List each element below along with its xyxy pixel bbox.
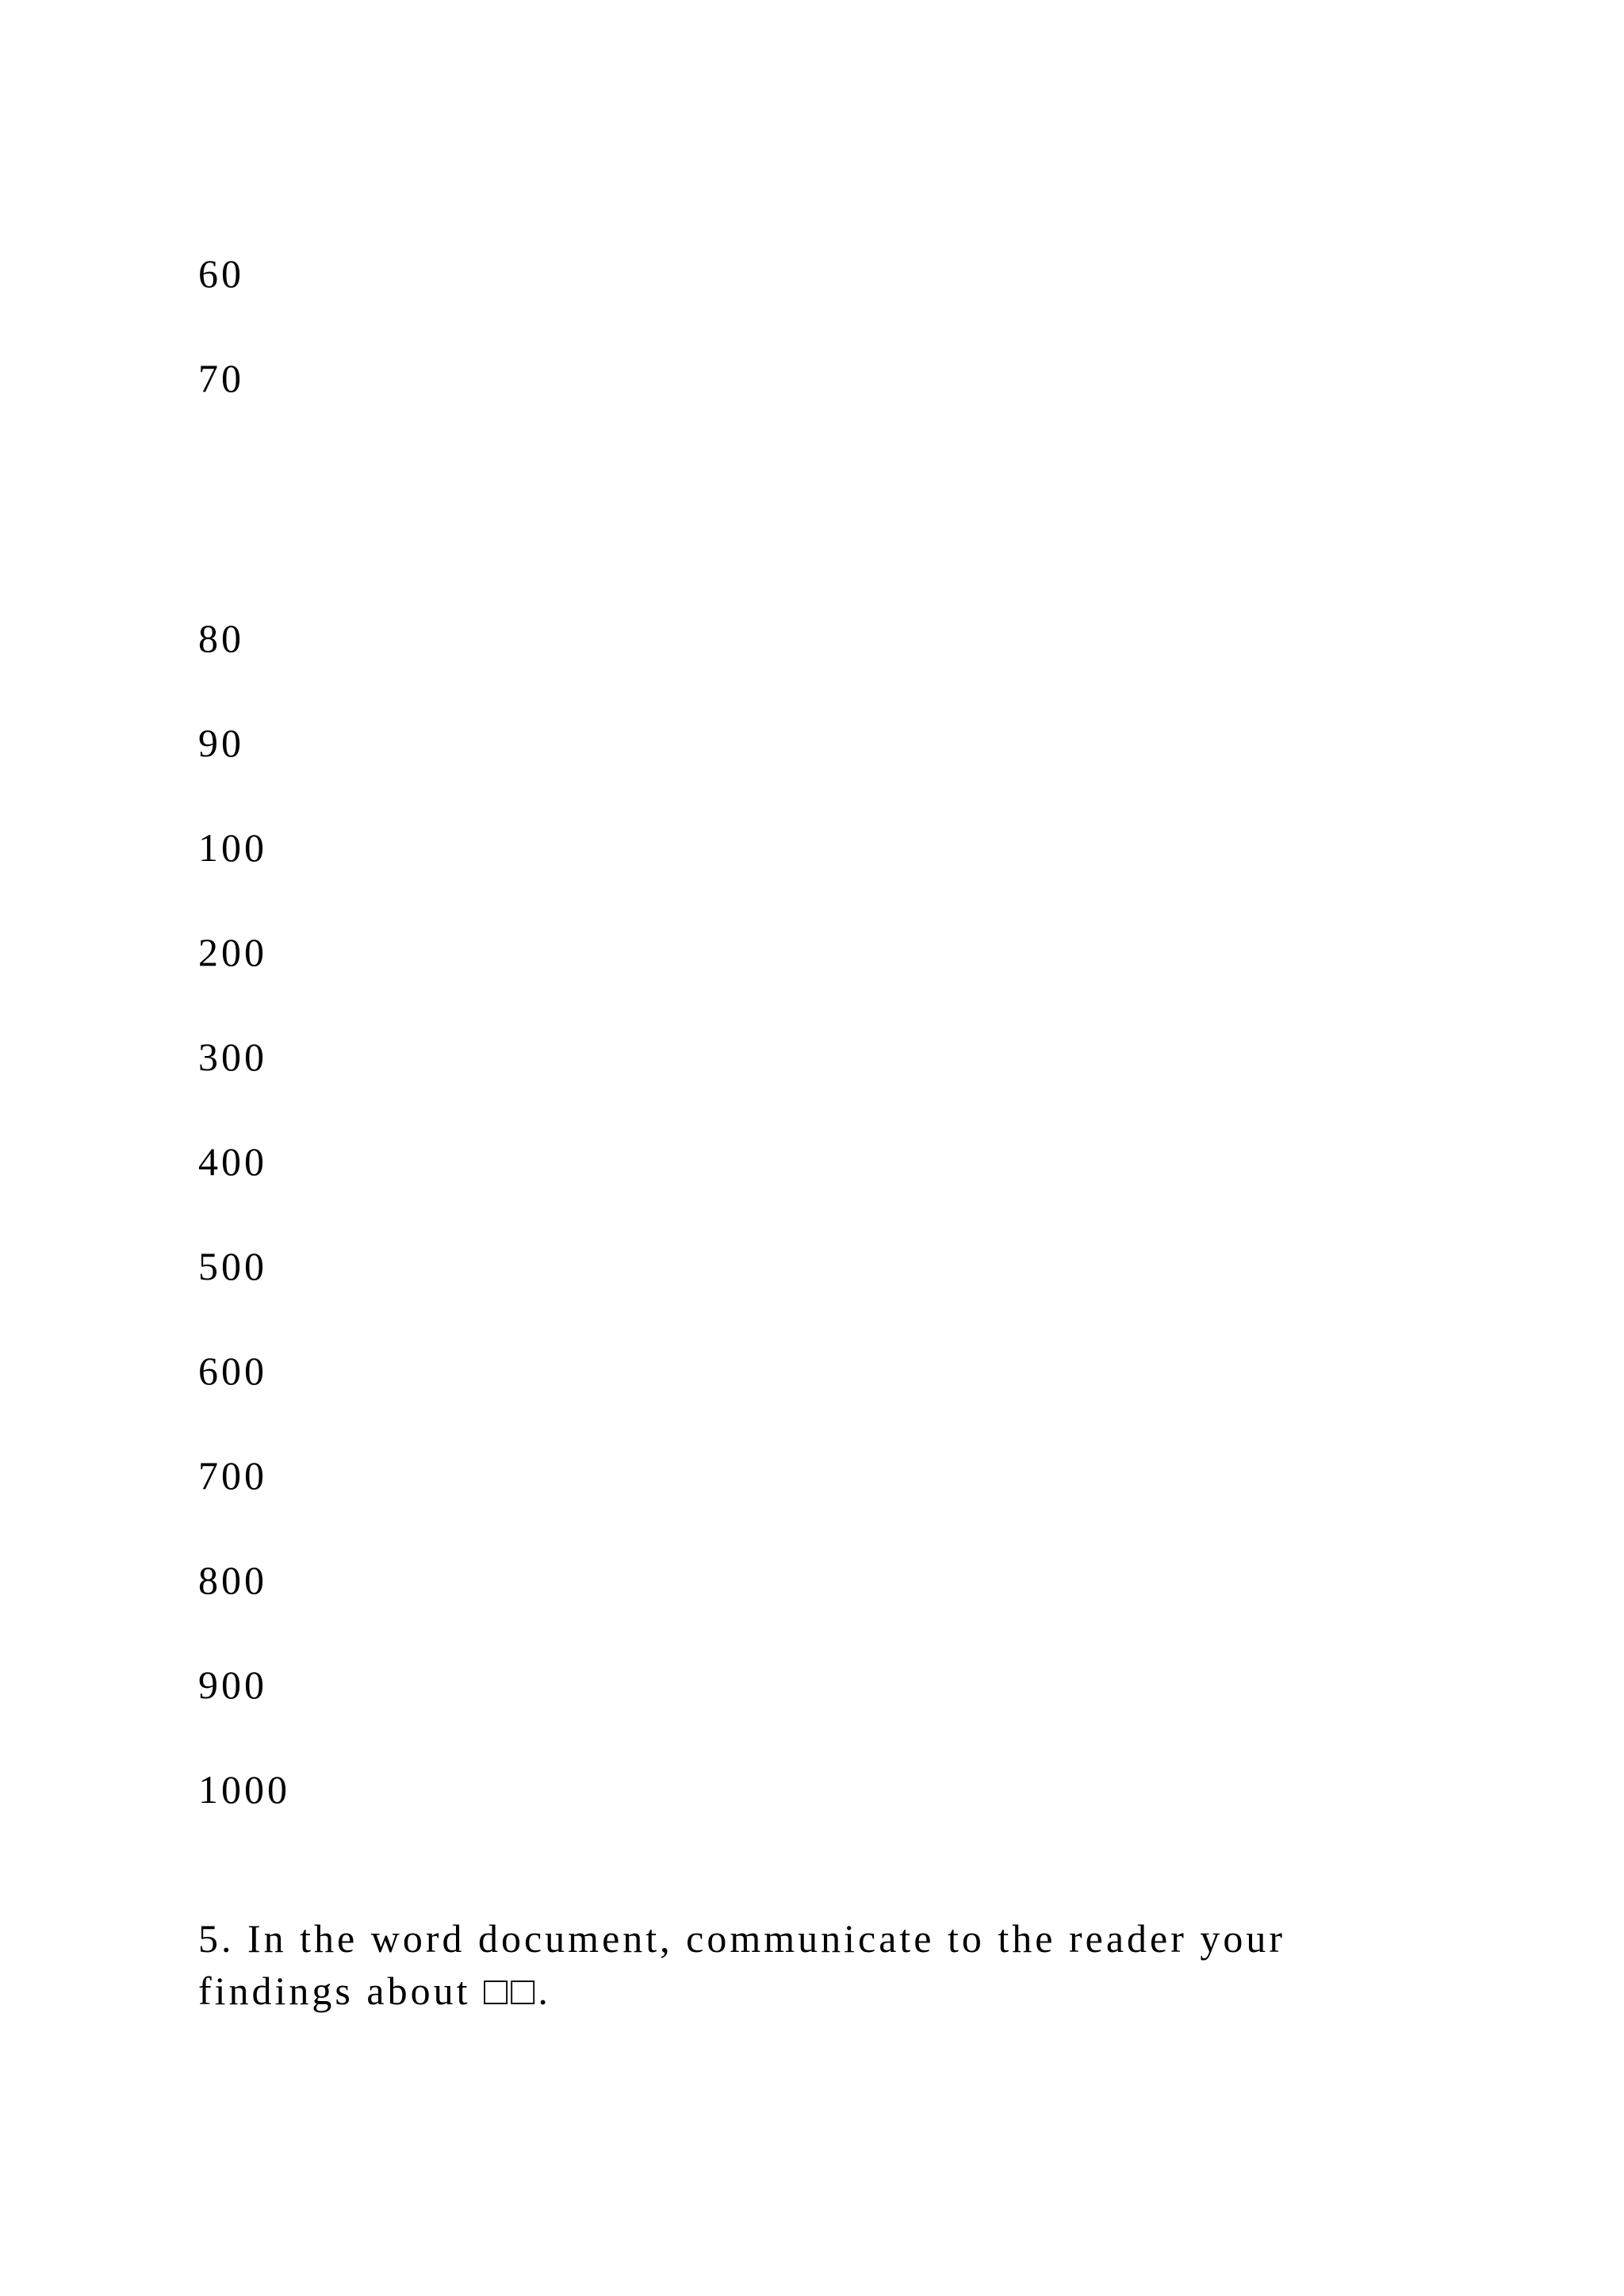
value-line: 700 xyxy=(198,1453,267,1498)
value-line: 100 xyxy=(198,825,267,870)
value-line: 60 xyxy=(198,251,244,296)
value-line: 600 xyxy=(198,1349,267,1393)
paragraph-line: findings about □□. xyxy=(198,1969,551,2013)
value-line: 900 xyxy=(198,1663,267,1707)
value-line: 800 xyxy=(198,1558,267,1602)
value-line: 80 xyxy=(198,616,244,660)
value-line: 90 xyxy=(198,721,244,765)
value-line: 70 xyxy=(198,356,244,400)
paragraph-line: 5. In the word document, communicate to the reader your xyxy=(198,1916,1286,1961)
instruction-paragraph xyxy=(198,1912,1530,2017)
value-line: 200 xyxy=(198,930,267,974)
value-line: 300 xyxy=(198,1035,267,1079)
value-line: 500 xyxy=(198,1244,267,1288)
value-line: 400 xyxy=(198,1139,267,1184)
value-line: 1000 xyxy=(198,1767,290,1812)
